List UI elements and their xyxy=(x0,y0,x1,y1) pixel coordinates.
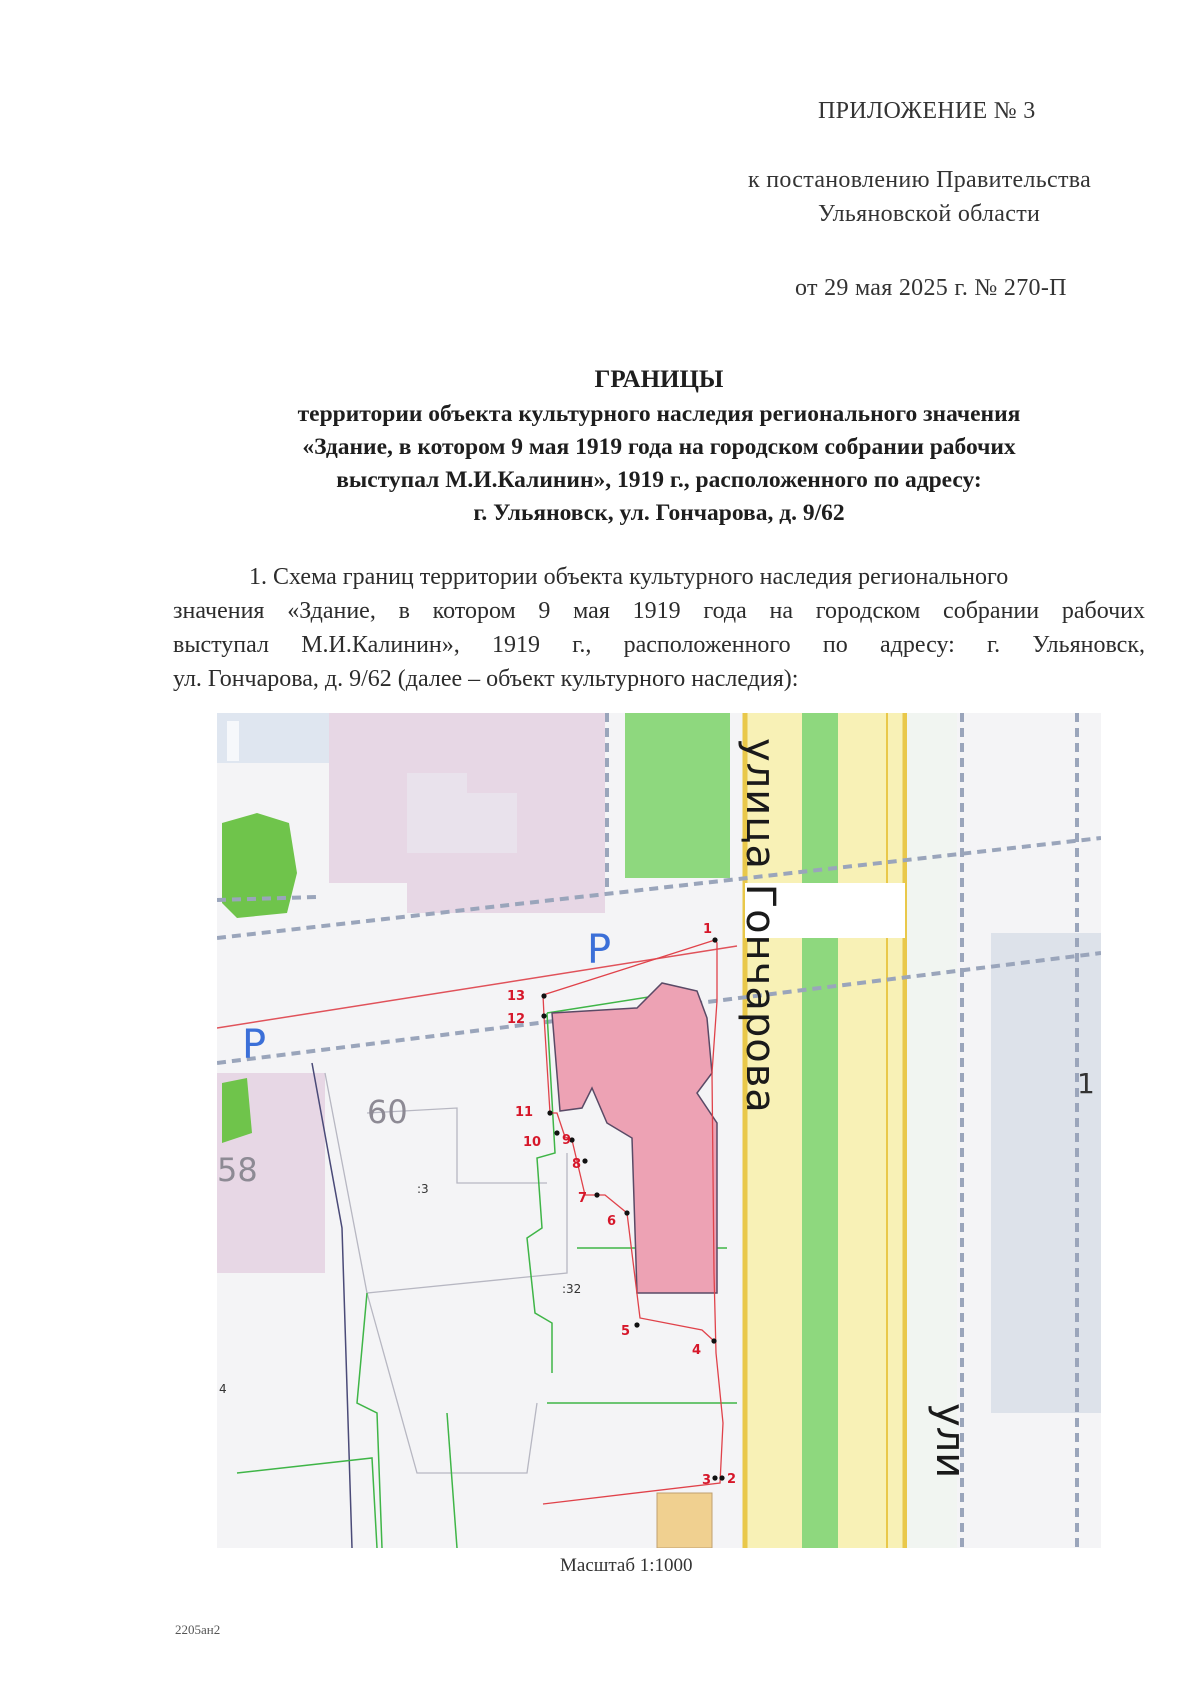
parking-icon: P xyxy=(242,1022,267,1068)
title-line-3: выступал М.И.Калинин», 1919 г., расположенного по адресу: xyxy=(336,467,982,493)
point-label-8: 8 xyxy=(572,1157,582,1172)
region-label: Ульяновской области xyxy=(818,201,1041,227)
point-4 xyxy=(711,1338,716,1343)
cadastral-label-32: :32 xyxy=(562,1282,582,1296)
point-8 xyxy=(582,1158,587,1163)
map-scale: Масштаб 1:1000 xyxy=(560,1555,693,1576)
block-window xyxy=(227,721,239,761)
point-7 xyxy=(594,1192,599,1197)
point-label-6: 6 xyxy=(607,1214,617,1229)
small-building-bottom xyxy=(657,1493,712,1548)
appendix-label: ПРИЛОЖЕНИЕ № 3 xyxy=(818,98,1036,124)
point-1 xyxy=(712,937,717,942)
paragraph-line-2: значения «Здание, в котором 9 мая 1919 года на городском собрании рабочих xyxy=(173,598,1145,624)
point-3 xyxy=(712,1475,717,1480)
document-code: 2205ан2 xyxy=(175,1622,221,1637)
cadastral-label-3: :3 xyxy=(417,1182,429,1196)
paragraph-line-3: выступал М.И.Калинин», 1919 г., расположенного по адресу: г. Ульяновск, xyxy=(173,632,1145,658)
date-number-label: от 29 мая 2025 г. № 270-П xyxy=(795,275,1067,301)
parking-icon-2: P xyxy=(587,927,612,973)
street-label-partial: ули xyxy=(927,1403,973,1479)
point-label-1: 1 xyxy=(703,922,713,937)
point-label-11: 11 xyxy=(515,1105,534,1120)
title-line-1: территории объекта культурного наследия регионального значения xyxy=(297,401,1021,427)
road-median-green xyxy=(802,713,838,1548)
point-label-7: 7 xyxy=(578,1191,588,1206)
paragraph-line-4: ул. Гончарова, д. 9/62 (далее – объект культурного наследия): xyxy=(173,666,799,692)
point-label-5: 5 xyxy=(621,1324,631,1339)
map-svg xyxy=(217,713,1101,1548)
title-line-4: г. Ульяновск, ул. Гончарова, д. 9/62 xyxy=(473,500,845,526)
point-5 xyxy=(634,1322,639,1327)
paragraph xyxy=(173,560,1145,696)
edge-label-4: 4 xyxy=(219,1382,227,1396)
document-title: ГРАНИЦЫ xyxy=(594,366,724,393)
boundary-map xyxy=(217,713,1101,1548)
point-label-4: 4 xyxy=(692,1343,702,1358)
point-11 xyxy=(547,1110,552,1115)
house-number-58: 58 xyxy=(217,1151,258,1189)
point-10 xyxy=(554,1130,559,1135)
paragraph-line-1: 1. Схема границ территории объекта культурного наследия регионального xyxy=(249,564,1009,590)
title-line-2: «Здание, в котором 9 мая 1919 года на городском собрании рабочих xyxy=(302,434,1016,460)
block-mid-top xyxy=(562,713,605,913)
point-label-13: 13 xyxy=(507,989,526,1004)
point-6 xyxy=(624,1210,629,1215)
point-13 xyxy=(541,993,546,998)
point-label-10: 10 xyxy=(523,1135,542,1150)
street-label: улица Гончарова xyxy=(737,738,783,1114)
green-area-top xyxy=(625,713,730,878)
point-2 xyxy=(719,1475,724,1480)
edge-label-1: 1 xyxy=(1077,1067,1095,1100)
resolution-label: к постановлению Правительства xyxy=(748,167,1092,193)
green-patch-58 xyxy=(222,1078,252,1143)
point-label-2: 2 xyxy=(727,1472,737,1487)
point-label-9: 9 xyxy=(562,1133,572,1148)
point-12 xyxy=(541,1013,546,1018)
house-number-60: 60 xyxy=(367,1093,408,1131)
point-label-12: 12 xyxy=(507,1012,526,1027)
block-right xyxy=(991,933,1101,1413)
green-blob-left xyxy=(222,813,297,918)
point-label-3: 3 xyxy=(702,1473,712,1488)
